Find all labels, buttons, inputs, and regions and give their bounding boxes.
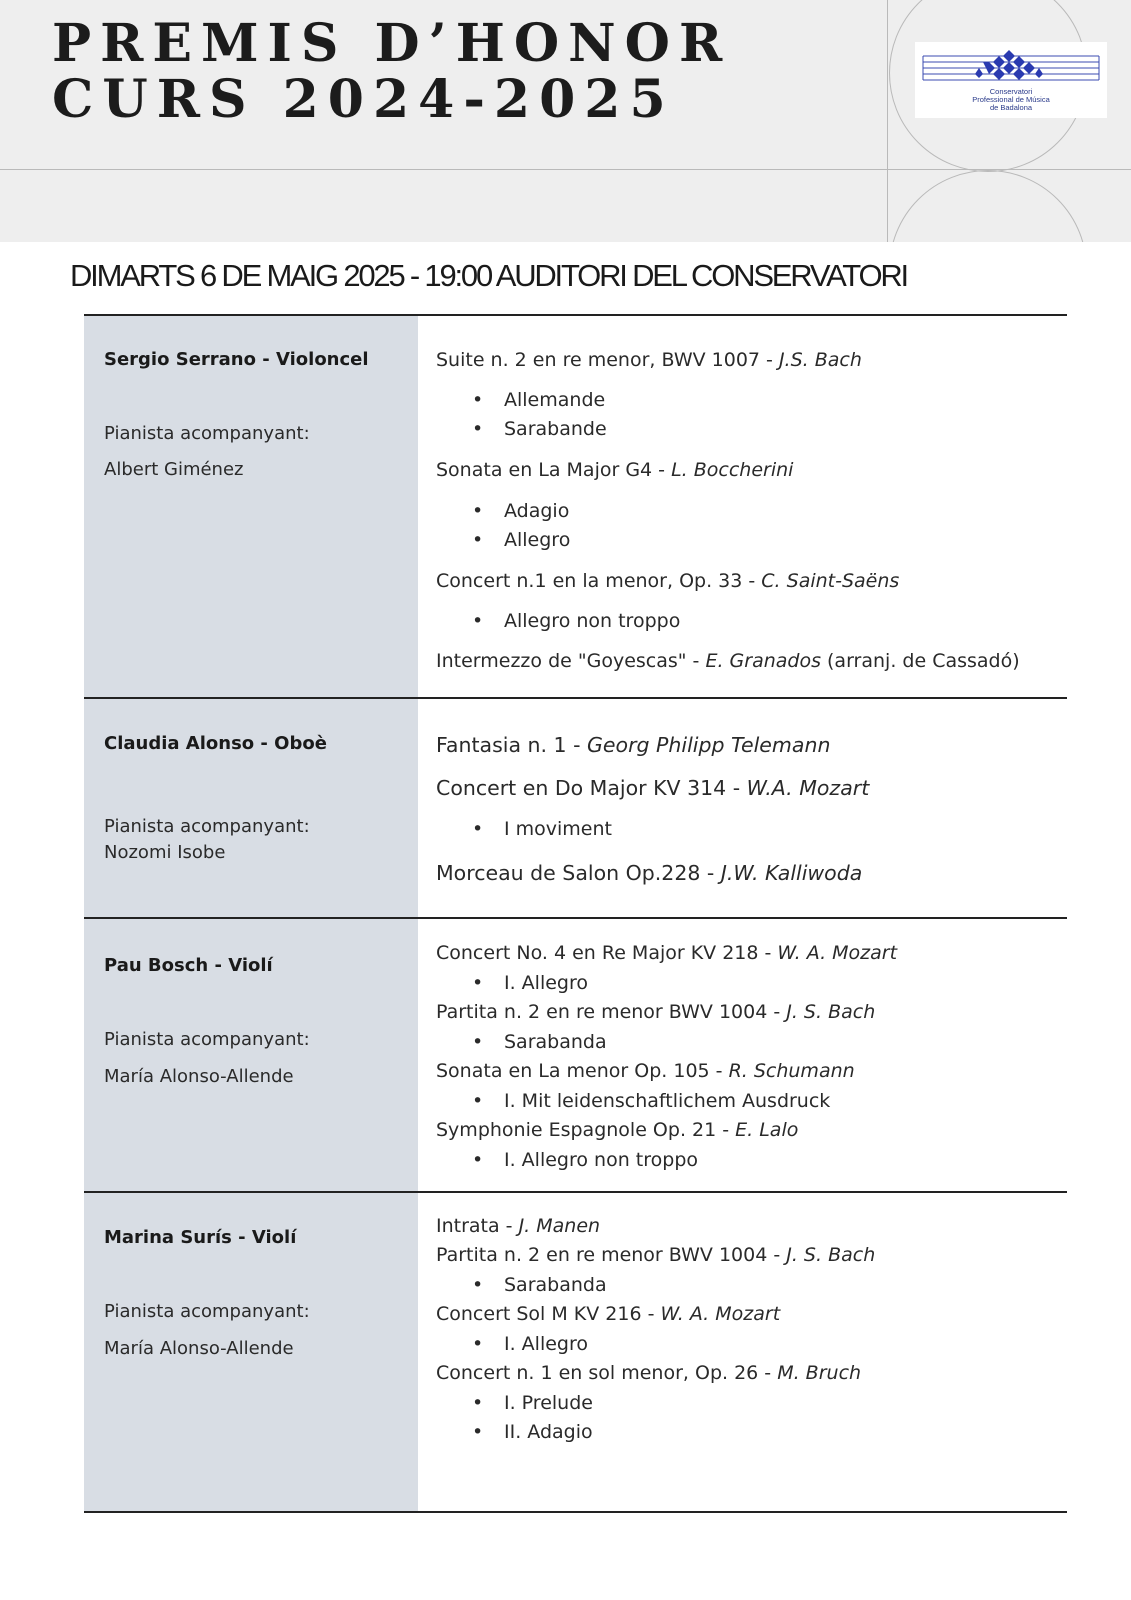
movement-item (472, 1274, 607, 1296)
composer-name: Georg Philipp Telemann (587, 733, 831, 757)
conservatori-logo-icon (921, 48, 1101, 88)
performer-name (104, 1227, 296, 1248)
work-title-text: Sonata en La Major G4 - (436, 459, 672, 481)
composer-name: L. Boccherini (671, 459, 794, 481)
conservatori-logo (915, 42, 1107, 118)
work-title-text: Concert n. 1 en sol menor, Op. 26 - (436, 1362, 778, 1384)
table-rule (84, 1511, 1067, 1513)
work-title-text: Intermezzo de "Goyescas" - (436, 650, 706, 672)
movement-text: I. Allegro non troppo (504, 1149, 699, 1171)
movement-text: I. Allegro (504, 972, 589, 994)
work-title-text: Sonata en La menor Op. 105 - (436, 1060, 729, 1082)
work-title-text: Concert en Do Major KV 314 - (436, 776, 747, 800)
movement-item (472, 389, 605, 411)
pianist-label: Pianista acompanyant: (104, 816, 310, 837)
movement-item (472, 1031, 607, 1053)
event-date-location: DIMARTS 6 DE MAIG 2025 - 19:00 AUDITORI DEL CONSERVATORI (70, 258, 907, 293)
movement-text: I. Mit leidenschaftlichem Ausdruck (504, 1090, 831, 1112)
bullet-icon: • (472, 1031, 484, 1053)
composer-name: J. S. Bach (786, 1244, 876, 1266)
composer-name: W. A. Mozart (660, 1303, 781, 1325)
header-band (0, 0, 1131, 242)
page-title-line2: CURS 2024-2025 (52, 69, 675, 130)
performer-name-text: Sergio Serrano - Violoncel (104, 349, 369, 370)
bullet-icon: • (472, 418, 484, 440)
performer-cell (84, 699, 418, 917)
movement-item (472, 1421, 593, 1443)
movement-text: Sarabanda (504, 1031, 607, 1053)
composer-name: W. A. Mozart (777, 942, 898, 964)
movement-text: Allegro (504, 529, 571, 551)
movement-text: Allegro non troppo (504, 610, 681, 632)
bullet-icon: • (472, 1274, 484, 1296)
work-note: (arranj. de Cassadó) (820, 650, 1020, 672)
movement-text: I. Prelude (504, 1392, 593, 1414)
bullet-icon: • (472, 1333, 484, 1355)
movement-text: I. Allegro (504, 1333, 589, 1355)
pianist-label: Pianista acompanyant: (104, 1029, 310, 1050)
bullet-icon: • (472, 500, 484, 522)
bullet-icon: • (472, 1392, 484, 1414)
logo-text: Professional de Música (972, 95, 1050, 104)
movement-text: Sarabande (504, 418, 607, 440)
work-title (436, 1244, 875, 1266)
movement-item (472, 1090, 830, 1112)
movement-item (472, 418, 607, 440)
movement-item (472, 1333, 588, 1355)
work-title (436, 1119, 798, 1141)
work-title (436, 1001, 875, 1023)
pianist-name: María Alonso-Allende (104, 1338, 294, 1359)
work-title (436, 349, 862, 371)
performer-name-text: Pau Bosch - Violí (104, 955, 273, 976)
movement-item (472, 610, 680, 632)
bullet-icon: • (472, 610, 484, 632)
performer-name (104, 349, 369, 370)
bullet-icon: • (472, 972, 484, 994)
performer-name (104, 733, 327, 754)
work-title (436, 861, 862, 885)
movement-item (472, 818, 612, 840)
composer-name: J. S. Bach (786, 1001, 876, 1023)
pianist-name: Nozomi Isobe (104, 842, 226, 863)
movement-item (472, 529, 570, 551)
bullet-icon: • (472, 1090, 484, 1112)
work-title-text: Fantasia n. 1 - (436, 733, 588, 757)
performer-name-text: Marina Surís - Violí (104, 1227, 297, 1248)
work-title (436, 733, 830, 757)
work-title (436, 1362, 861, 1384)
bullet-icon: • (472, 389, 484, 411)
bullet-icon: • (472, 1149, 484, 1171)
performer-name (104, 955, 273, 976)
work-title-text: Morceau de Salon Op.228 - (436, 861, 721, 885)
movement-item (472, 500, 569, 522)
movement-item (472, 1392, 593, 1414)
movement-item (472, 972, 588, 994)
logo-text: Conservatori (989, 87, 1033, 96)
work-title-text: Partita n. 2 en re menor BWV 1004 - (436, 1244, 787, 1266)
bullet-icon: • (472, 1421, 484, 1443)
decorative-circle (889, 170, 1087, 242)
work-title (436, 459, 793, 481)
work-title (436, 1060, 855, 1082)
work-title-text: Concert n.1 en la menor, Op. 33 - (436, 570, 762, 592)
composer-name: C. Saint-Saëns (761, 570, 900, 592)
performer-cell (84, 316, 418, 697)
pianist-label: Pianista acompanyant: (104, 423, 310, 444)
work-title (436, 1303, 780, 1325)
composer-name: M. Bruch (777, 1362, 862, 1384)
composer-name: J.S. Bach (778, 349, 862, 371)
work-title-text: Suite n. 2 en re menor, BWV 1007 - (436, 349, 779, 371)
movement-text: II. Adagio (504, 1421, 593, 1443)
performer-name-text: Claudia Alonso - Oboè (104, 733, 327, 754)
composer-name: E. Granados (705, 650, 821, 672)
work-title (436, 650, 1020, 672)
bullet-icon: • (472, 818, 484, 840)
work-title-text: Concert Sol M KV 216 - (436, 1303, 661, 1325)
work-title (436, 942, 897, 964)
work-title-text: Intrata - (436, 1215, 519, 1237)
movement-text: I moviment (504, 818, 612, 840)
movement-item (472, 1149, 698, 1171)
composer-name: J. Manen (518, 1215, 601, 1237)
bullet-icon: • (472, 529, 484, 551)
work-title (436, 1215, 600, 1237)
logo-text: de Badalona (989, 103, 1033, 112)
header-divider-vertical (887, 0, 888, 242)
work-title-text: Concert No. 4 en Re Major KV 218 - (436, 942, 778, 964)
pianist-name: María Alonso-Allende (104, 1066, 294, 1087)
page-title-line1: PREMIS D’HONOR (52, 13, 732, 74)
work-title-text: Symphonie Espagnole Op. 21 - (436, 1119, 736, 1141)
composer-name: W.A. Mozart (746, 776, 870, 800)
header-divider-horizontal (0, 169, 1131, 170)
movement-text: Sarabanda (504, 1274, 607, 1296)
work-title (436, 570, 899, 592)
work-title (436, 776, 869, 800)
work-title-text: Partita n. 2 en re menor BWV 1004 - (436, 1001, 787, 1023)
composer-name: R. Schumann (728, 1060, 855, 1082)
movement-text: Allemande (504, 389, 606, 411)
composer-name: E. Lalo (735, 1119, 799, 1141)
movement-text: Adagio (504, 500, 570, 522)
pianist-name: Albert Giménez (104, 459, 244, 480)
composer-name: J.W. Kalliwoda (720, 861, 863, 885)
pianist-label: Pianista acompanyant: (104, 1301, 310, 1322)
